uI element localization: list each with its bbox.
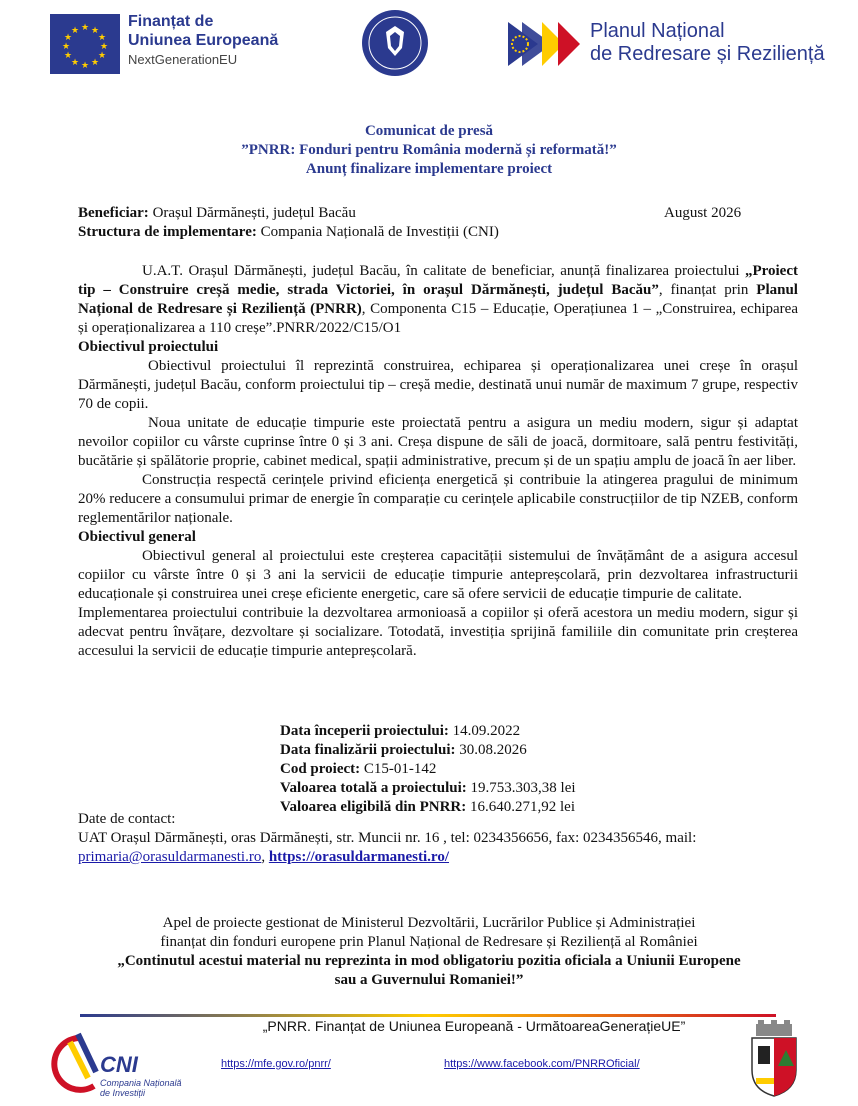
title-line2: ”PNRR: Fonduri pentru România modernă și reformată!” — [241, 142, 617, 158]
intro-text-c: , finanțat prin — [658, 282, 757, 298]
svg-text:★: ★ — [99, 42, 109, 52]
svg-text:★: ★ — [70, 58, 80, 68]
beneficiar-row — [78, 204, 499, 223]
apel-line2: finanțat din fonduri europene prin Planul Național de Redresare și Reziliență al României — [160, 934, 698, 950]
town-crest-logo — [748, 1020, 800, 1098]
pnrr-text — [590, 20, 825, 66]
contact-line: UAT Orașul Dărmănești, oras Dărmănești, str. Muncii nr. 16 , tel: 0234356656, fax: 0234356546, mail: — [78, 830, 697, 846]
pnrr-line1: Planul Național — [590, 20, 725, 42]
fact-row — [280, 722, 576, 741]
pnrr-line2: de Redresare și Reziliență — [590, 43, 825, 65]
disclaimer-line2: sau a Guvernului Romaniei!” — [334, 972, 524, 988]
cni-name: CNI — [100, 1052, 138, 1077]
svg-text:★: ★ — [90, 58, 100, 68]
fact-value: 30.08.2026 — [455, 742, 527, 758]
eu-flag-logo — [50, 14, 120, 74]
government-seal-logo — [360, 8, 430, 78]
footer-slogan: „PNRR. Finanțat de Uniunea Europeană - UrmătoareaGenerațieUE” — [262, 1018, 686, 1034]
svg-text:★: ★ — [80, 61, 90, 71]
structura-row — [78, 223, 499, 242]
website-link[interactable]: https://orasuldarmanesti.ro/ — [268, 849, 449, 865]
pnrr-logo — [508, 18, 586, 70]
fact-label: Data începerii proiectului: — [280, 723, 449, 739]
heading-general: Obiectivul general — [78, 529, 196, 545]
svg-text:★: ★ — [90, 26, 100, 36]
svg-text:★: ★ — [80, 23, 90, 33]
beneficiar-label: Beneficiar: — [78, 205, 149, 221]
meta-block — [78, 204, 499, 242]
mfe-link[interactable]: https://mfe.gov.ro/pnrr/ — [221, 1058, 331, 1070]
release-date: August 2026 — [664, 205, 742, 221]
contact-separator: , — [261, 849, 269, 865]
structura-label: Structura de implementare: — [78, 224, 257, 240]
cni-sub1: Compania Națională — [100, 1078, 182, 1088]
fact-label: Data finalizării proiectului: — [280, 742, 456, 758]
svg-text:★: ★ — [63, 33, 73, 43]
fact-label: Valoarea eligibilă din PNRR: — [280, 799, 467, 815]
tricolor-divider — [80, 1004, 776, 1007]
cni-subtitle — [100, 1078, 182, 1098]
project-name: „Proiect tip – Construire creșă medie, strada Victoriei, în orașul Dărmănești, județul Bacău” — [78, 263, 798, 298]
eu-line1: Finanțat de — [128, 13, 214, 30]
fact-row — [280, 741, 576, 760]
fact-row — [280, 760, 576, 779]
document-body — [78, 262, 798, 661]
facebook-link[interactable]: https://www.facebook.com/PNRROficial/ — [444, 1058, 640, 1070]
fact-value: 16.640.271,92 lei — [466, 799, 576, 815]
svg-text:★: ★ — [97, 33, 107, 43]
heading-objective: Obiectivul proiectului — [78, 339, 219, 355]
apel-line1: Apel de proiecte gestionat de Ministerul Dezvoltării, Lucrărilor Publice și Administrației — [162, 915, 696, 931]
paragraph-1: Obiectivul proiectului îl reprezintă construirea, echiparea și operaționalizarea unei creșe în orașul Dărmănești, județul Bacău, conform proiectului tip – creșă medie, destinată unui număr de maximum 7 grupe, respectiv 70 de copii. — [78, 358, 798, 412]
intro-text-a: U.A.T. Orașul Dărmănești, județul Bacău, în calitate de beneficiar, anunță finalizarea proiectului — [142, 263, 745, 279]
contact-details — [78, 829, 798, 867]
press-release-titles — [0, 122, 858, 179]
eu-funding-text — [128, 12, 278, 70]
fact-value: 19.753.303,38 lei — [466, 780, 576, 796]
fact-label: Valoarea totală a proiectului: — [280, 780, 467, 796]
fact-label: Cod proiect: — [280, 761, 361, 777]
structura-value: Compania Națională de Investiții (CNI) — [256, 224, 499, 240]
svg-text:★: ★ — [97, 51, 107, 61]
title-line1: Comunicat de presă — [364, 123, 494, 139]
fact-value: 14.09.2022 — [448, 723, 521, 739]
email-link[interactable]: primaria@orasuldarmanesti.ro — [78, 849, 262, 865]
svg-text:★: ★ — [70, 26, 80, 36]
cni-sub2: de Investiții — [100, 1088, 146, 1098]
program-name: Planul Național de Redresare și Reziliență (PNRR) — [78, 282, 798, 317]
contact-heading: Date de contact: — [78, 811, 176, 827]
funding-notice — [0, 914, 858, 990]
paragraph-2: Noua unitate de educație timpurie este proiectată pentru a asigura un mediu modern, sigur și adaptat nevoilor copiilor cu vârste cuprinse între 0 și 3 ani. Creșa dispune de săli de joacă, dormitoare, sală pentru festivități, bucătărie și spălătorie proprie, cabinet medical, spații administrative, precum și de un spațiu amplu de joacă în aer liber. — [78, 415, 798, 469]
disclaimer-line1: „Continutul acestui material nu reprezinta in mod obligatoriu pozitia oficiala a Uniunii Europene — [117, 953, 741, 969]
fact-value: C15-01-142 — [360, 761, 437, 777]
paragraph-4: Obiectivul general al proiectului este creșterea capacității sistemului de învățământ de a asigura accesul copiilor cu vârste între 0 și 3 ani la servicii de educație timpurie antepreșcolară, prin dezvoltarea infrastructurii educaționale și construirea unei creșe eficiente energetic, care să ofere servicii de educație timpurie de calitate. — [78, 548, 798, 602]
eu-line3: NextGenerationEU — [128, 52, 238, 67]
cni-logo — [48, 1028, 188, 1100]
paragraph-5: Implementarea proiectului contribuie la dezvoltarea armonioasă a copiilor și oferă acestora un mediu modern, sigur și adecvat pentru învățare, dezvoltare și socializare. Totodată, investiția sprijină familiile din comunitate prin creșterea accesului la servicii de educație timpurie antepreșcolară. — [78, 605, 798, 659]
intro-text-e: , Componenta C15 – Educație, Operațiunea 1 – „Construirea, echiparea și operaționalizarea a 110 creșe”.PNRR/2022/C15/O1 — [78, 301, 798, 336]
project-facts — [280, 722, 576, 817]
svg-text:★: ★ — [63, 51, 73, 61]
paragraph-3: Construcția respectă cerințele privind eficiența energetică și contribuie la atingerea pragului de minimum 20% reducere a consumului primar de energie în comparație cu cerințele aplicabile construcțiilor de tip NZEB, conform reglementărilor naționale. — [78, 472, 798, 526]
contact-block — [78, 810, 798, 867]
fact-row — [280, 779, 576, 798]
intro-paragraph — [78, 262, 798, 338]
svg-text:★: ★ — [61, 42, 71, 52]
title-line3: Anunț finalizare implementare proiect — [305, 161, 553, 177]
beneficiar-value: Orașul Dărmănești, județul Bacău — [148, 205, 356, 221]
eu-line2: Uniunea Europeană — [128, 32, 279, 49]
